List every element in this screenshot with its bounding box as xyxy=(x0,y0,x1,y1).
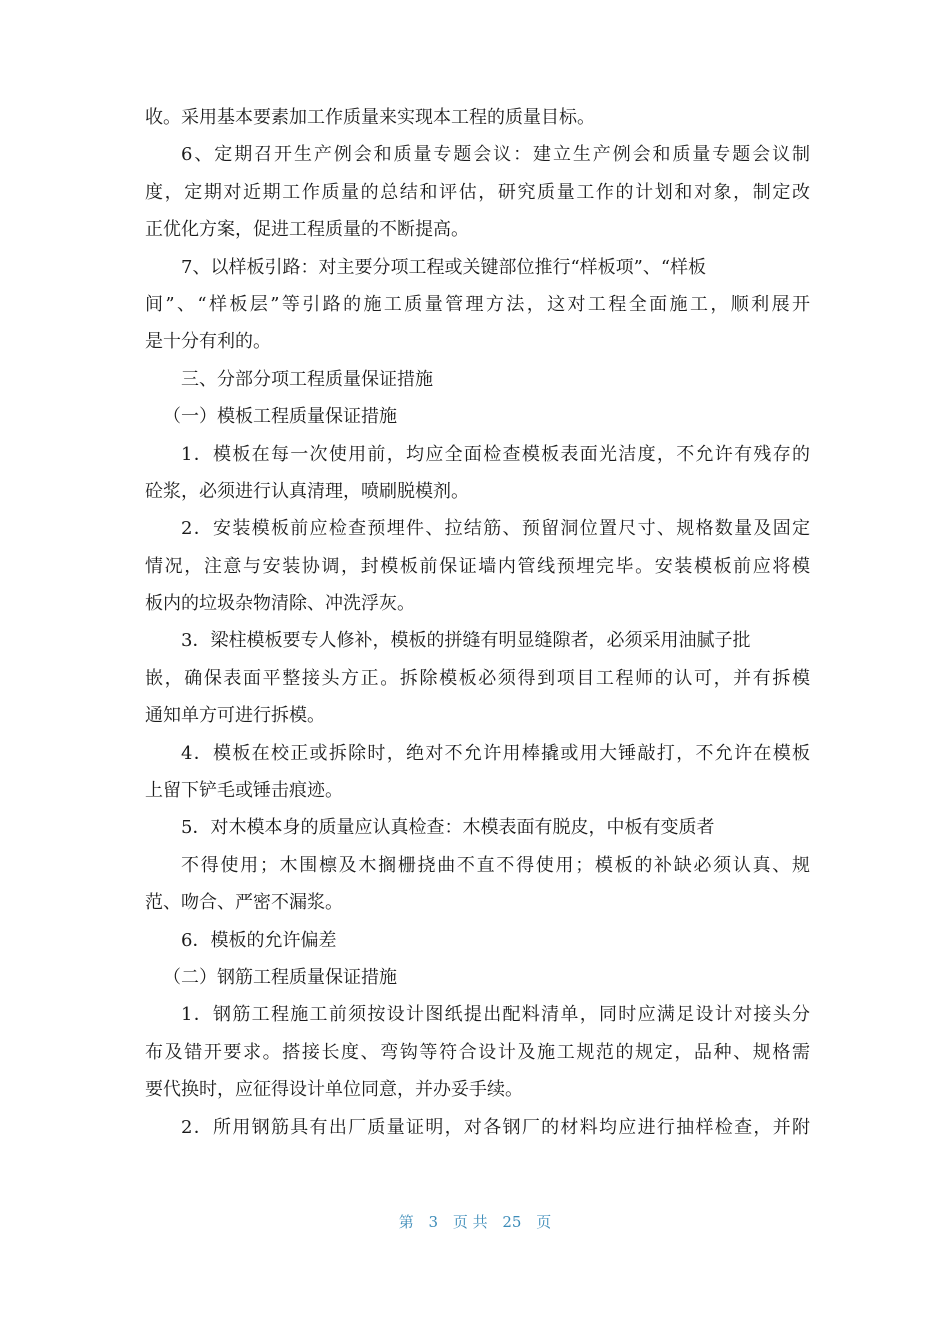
text-line-14: 板内的垃圾杂物清除、冲洗浮灰。 xyxy=(145,593,415,615)
text-line-20: 5．对木模本身的质量应认真检查：木模表面有脱皮，中板有变质者 xyxy=(181,817,715,839)
text-line-3: 度，定期对近期工作质量的总结和评估，研究质量工作的计划和对象，制定改 xyxy=(145,181,810,203)
footer-suffix: 页 xyxy=(536,1213,552,1231)
text-line-19: 上留下铲毛或锤击痕迹。 xyxy=(145,780,343,802)
text-line-11: 砼浆，必须进行认真清理，喷刷脱模剂。 xyxy=(145,480,469,502)
subsection-heading-formwork: （一）模板工程质量保证措施 xyxy=(163,406,397,428)
text-line-7: 是十分有利的。 xyxy=(145,331,271,353)
text-line-18: 4．模板在校正或拆除时，绝对不允许用棒撬或用大锤敲打，不允许在模板 xyxy=(181,742,810,764)
text-line-2: 6、定期召开生产例会和质量专题会议：建立生产例会和质量专题会议制 xyxy=(181,144,810,166)
text-line-28: 2．所用钢筋具有出厂质量证明，对各钢厂的材料均应进行抽样检查，并附 xyxy=(181,1116,810,1138)
text-line-4: 正优化方案，促进工程质量的不断提高。 xyxy=(145,219,469,241)
subsection-heading-rebar: （二）钢筋工程质量保证措施 xyxy=(163,966,397,988)
text-line-23: 6．模板的允许偏差 xyxy=(181,929,337,951)
footer-prefix: 第 xyxy=(398,1213,414,1231)
footer-total-pages: 25 xyxy=(502,1213,522,1231)
text-line-16: 嵌，确保表面平整接头方正。拆除模板必须得到项目工程师的认可，并有拆模 xyxy=(145,667,810,689)
page-footer xyxy=(0,1211,950,1232)
text-line-10: 1．模板在每一次使用前，均应全面检查模板表面光洁度，不允许有残存的 xyxy=(181,443,810,465)
text-line-26: 布及错开要求。搭接长度、弯钩等符合设计及施工规范的规定，品种、规格需 xyxy=(145,1041,810,1063)
text-line-17: 通知单方可进行拆模。 xyxy=(145,705,325,727)
text-line-21: 不得使用；木围檩及木搁栅挠曲不直不得使用；模板的补缺必须认真、规 xyxy=(181,854,810,876)
section-heading-3: 三、分部分项工程质量保证措施 xyxy=(181,368,433,390)
footer-current-page: 3 xyxy=(428,1213,439,1231)
text-line-13: 情况，注意与安装协调，封模板前保证墙内管线预埋完毕。安装模板前应将模 xyxy=(145,555,810,577)
text-line-5: 7、以样板引路：对主要分项工程或关键部位推行“样板项”、“样板 xyxy=(181,256,707,278)
text-line-22: 范、吻合、严密不漏浆。 xyxy=(145,892,343,914)
text-line-25: 1．钢筋工程施工前须按设计图纸提出配料清单，同时应满足设计对接头分 xyxy=(181,1004,810,1026)
text-line-15: 3．梁柱模板要专人修补，模板的拼缝有明显缝隙者，必须采用油腻子批 xyxy=(181,630,751,652)
footer-middle: 页 共 xyxy=(452,1213,488,1231)
text-line-12: 2．安装模板前应检查预埋件、拉结筋、预留洞位置尺寸、规格数量及固定 xyxy=(181,518,810,540)
text-line-1: 收。采用基本要素加工作质量来实现本工程的质量目标。 xyxy=(145,107,595,128)
text-line-6: 间”、“样板层”等引路的施工质量管理方法，这对工程全面施工，顺利展开 xyxy=(145,293,810,315)
document-body xyxy=(145,99,810,1146)
text-line-27: 要代换时，应征得设计单位同意，并办妥手续。 xyxy=(145,1079,523,1101)
